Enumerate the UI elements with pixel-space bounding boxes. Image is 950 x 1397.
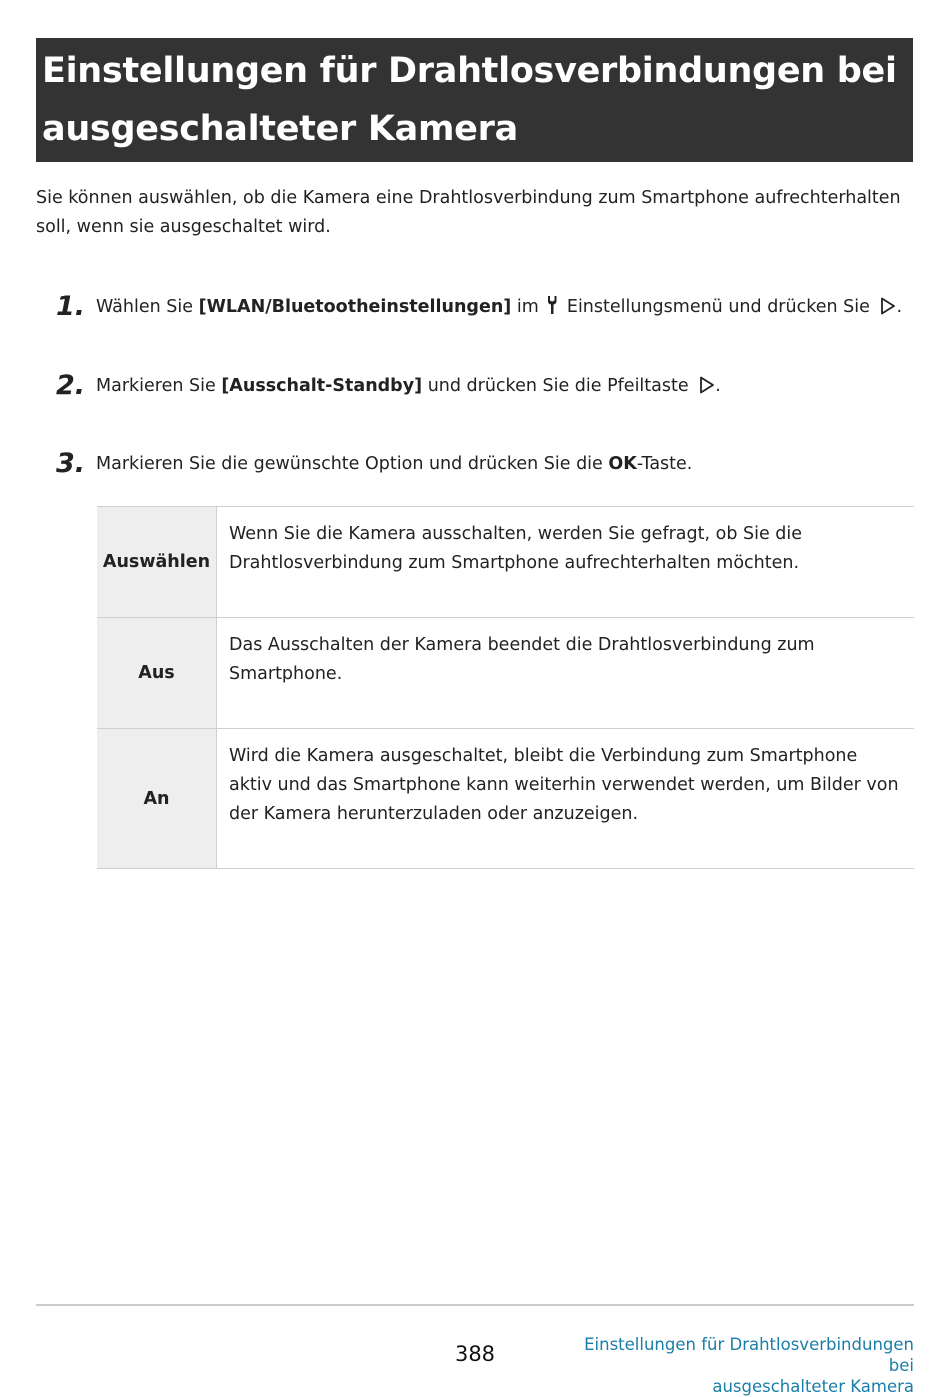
section-link-line-1[interactable]: Einstellungen für Drahtlosverbindungen bei [584, 1335, 914, 1375]
step-2 [56, 368, 916, 404]
page-title-line-1: Einstellungen für Drahtlosverbindungen bei [42, 51, 897, 91]
ok-button-label: OK [608, 454, 637, 474]
step-text: Markieren Sie die gewünschte Option und drücken Sie die OK-Taste. [96, 454, 693, 474]
page-title-banner [36, 38, 913, 162]
option-name: Auswählen [97, 507, 217, 618]
option-description: Wenn Sie die Kamera ausschalten, werden Sie gefragt, ob Sie die Drahtlosverbindung zum Smartphone aufrechterhalten möchten. [217, 507, 915, 618]
option-name: An [97, 729, 217, 869]
step-number: 3. [56, 448, 86, 479]
table-row [97, 507, 914, 618]
step-number: 2. [56, 370, 86, 401]
table-row [97, 729, 914, 869]
section-link-line-2[interactable]: ausgeschalteter Kamera [712, 1377, 914, 1396]
section-link[interactable] [554, 1334, 914, 1397]
option-name: Aus [97, 618, 217, 729]
menu-item-label: [Ausschalt-Standby] [221, 376, 423, 396]
option-description: Das Ausschalten der Kamera beendet die Drahtlosverbindung zum Smartphone. [217, 618, 915, 729]
option-description: Wird die Kamera ausgeschaltet, bleibt die Verbindung zum Smartphone aktiv und das Smartphone kann weiterhin verwendet werden, um Bilder von der Kamera herunterzuladen oder anzuzeigen. [217, 729, 915, 869]
right-arrow-icon [699, 376, 715, 394]
page-number: 388 [454, 1342, 496, 1366]
step-text: Markieren Sie [Ausschalt-Standby] und drücken Sie die Pfeiltaste . [96, 376, 721, 396]
intro-paragraph: Sie können auswählen, ob die Kamera eine Drahtlosverbindung zum Smartphone aufrechterhalten soll, wenn sie ausgeschaltet wird. [36, 188, 901, 237]
step-1 [56, 289, 916, 325]
step-text: Wählen Sie [WLAN/Bluetootheinstellungen] im Einstellungsmenü und drücken Sie . [96, 297, 903, 317]
step-3 [56, 446, 916, 482]
options-table [97, 506, 914, 869]
page-title-line-2: ausgeschalteter Kamera [42, 109, 518, 149]
right-arrow-icon [880, 297, 896, 315]
step-number: 1. [56, 291, 86, 322]
footer-divider [36, 1304, 914, 1306]
wrench-icon [546, 295, 558, 315]
table-row [97, 618, 914, 729]
menu-item-label: [WLAN/Bluetootheinstellungen] [198, 297, 512, 317]
